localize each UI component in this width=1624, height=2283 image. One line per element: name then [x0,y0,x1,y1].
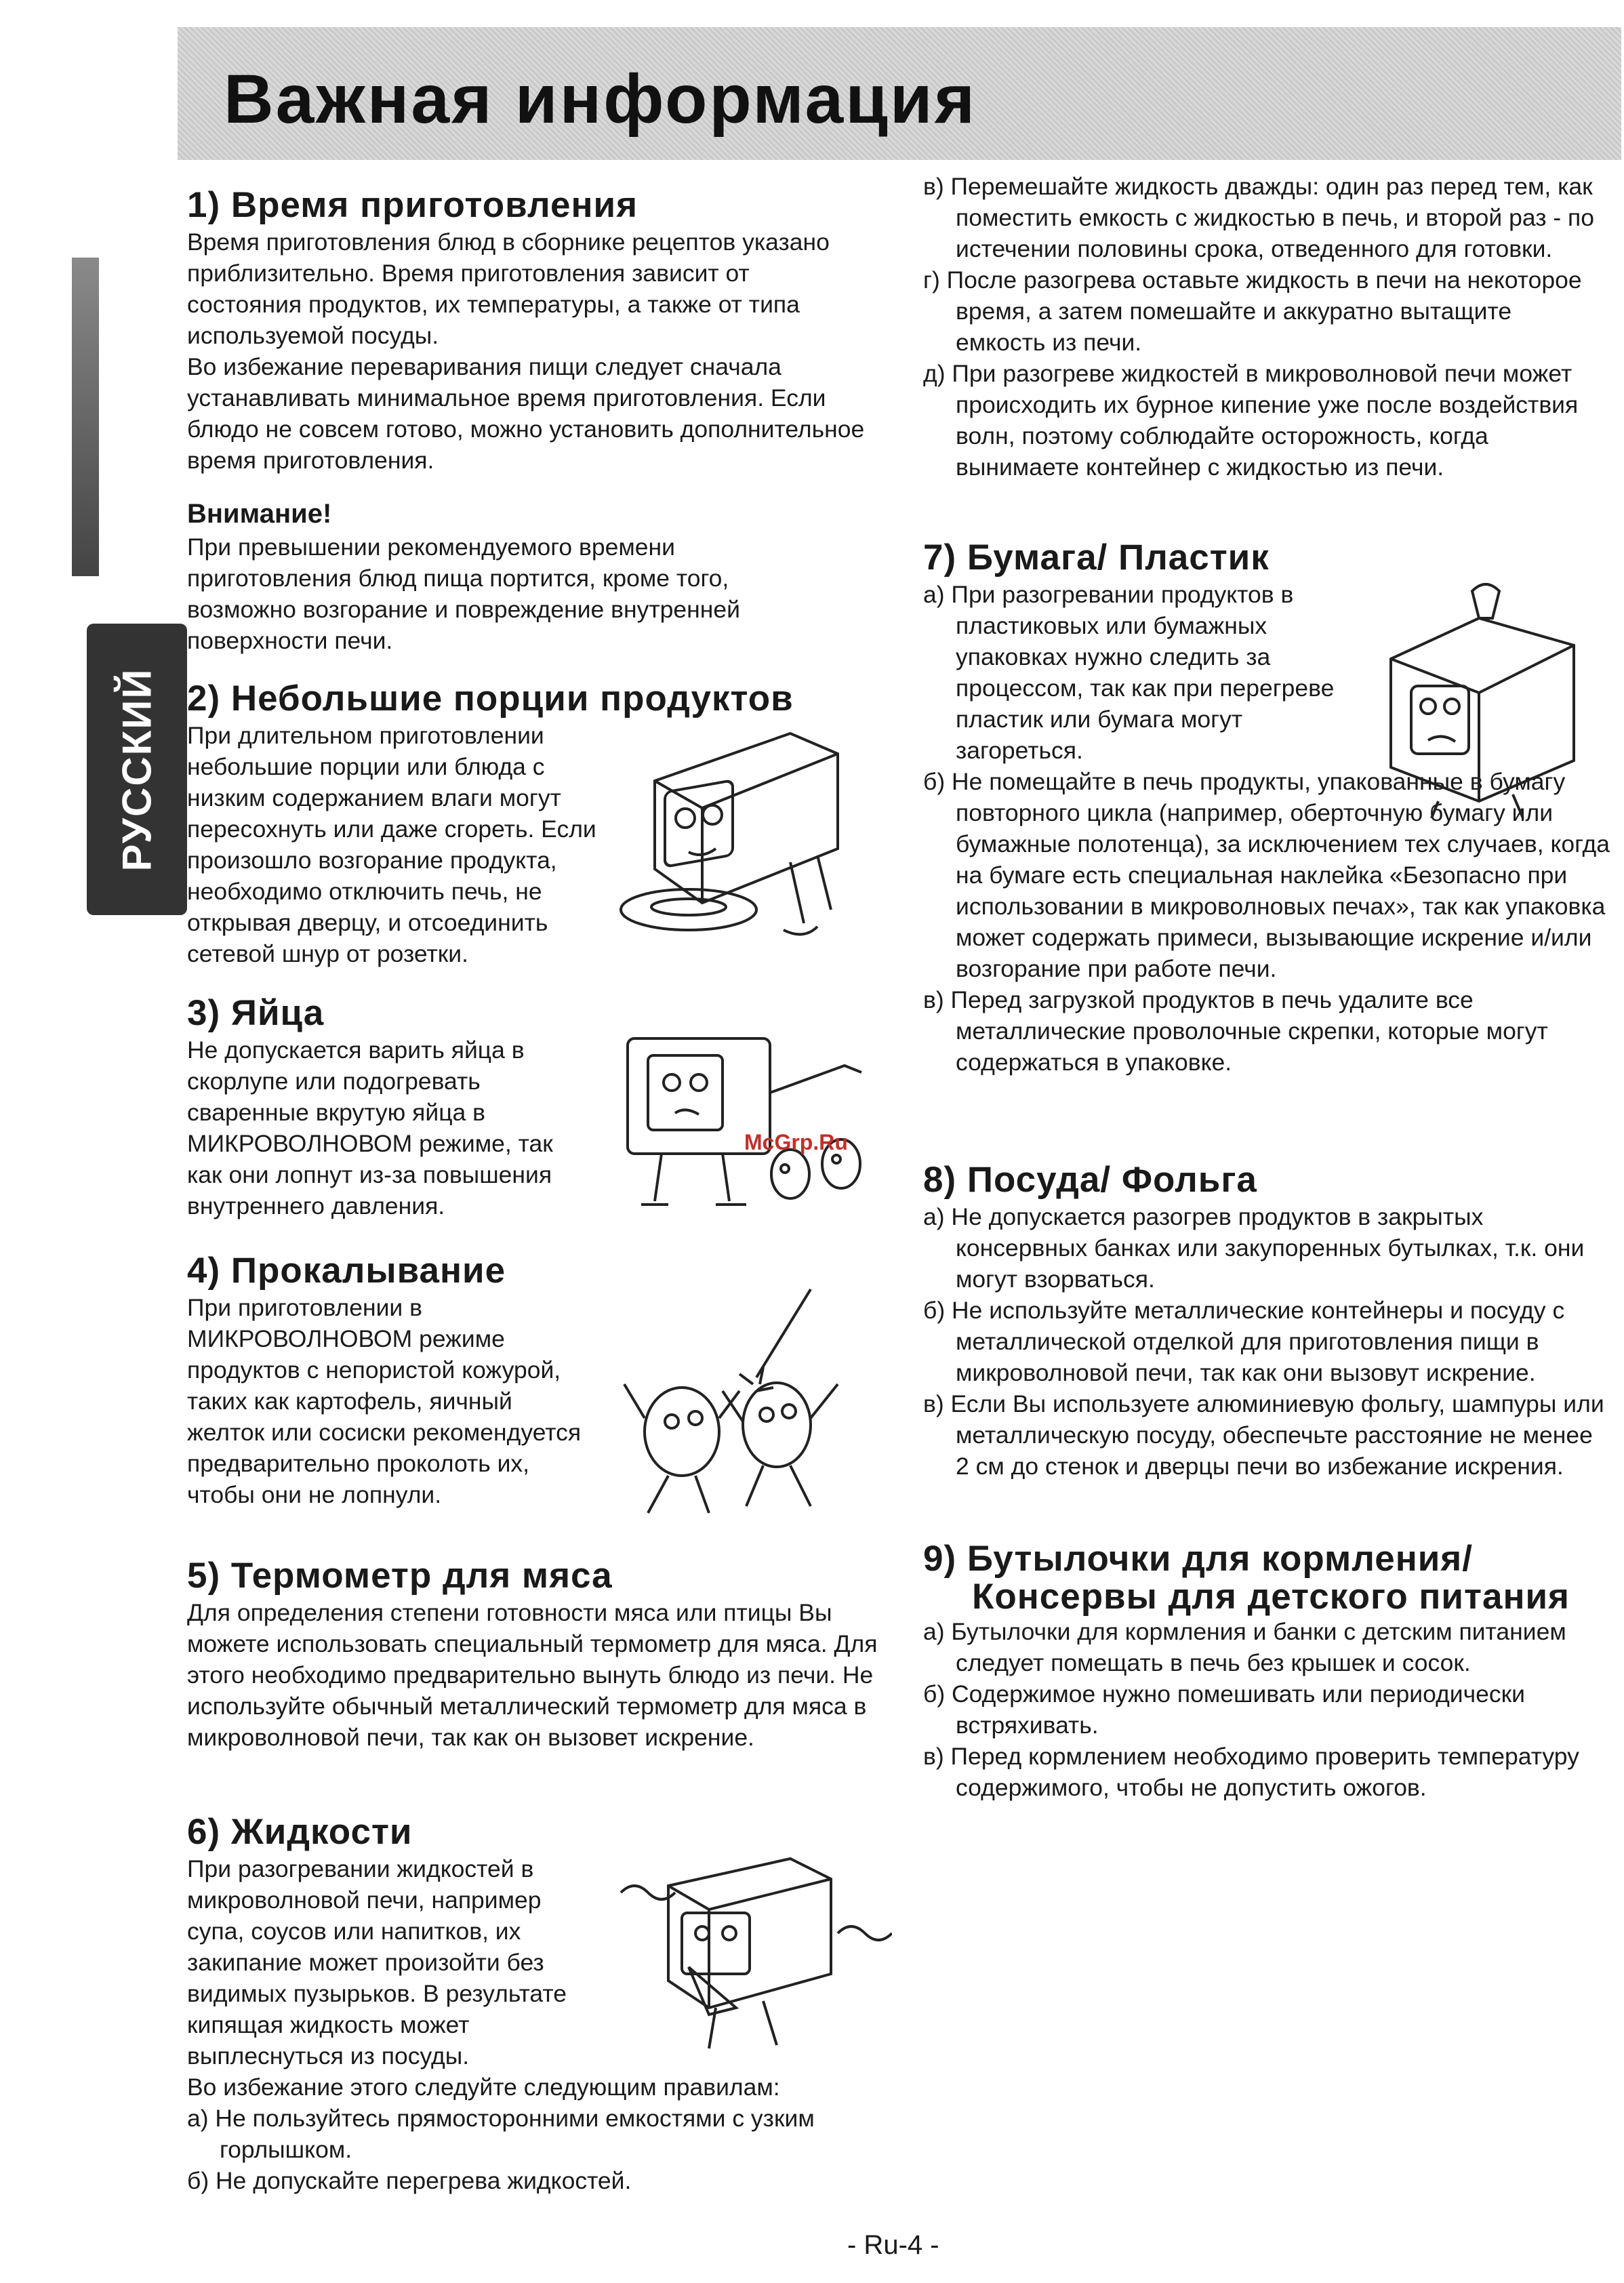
section-6-rules-intro: Во избежание этого следуйте следующим правилам: [187,2074,780,2101]
section-1-text-2: Во избежание переваривания пищи следует сначала устанавливать минимальное время приготовления. Если блюдо не совсем готово, можно установить дополнительное время приготовления. [187,353,865,474]
hot-microwave-illustration [607,1845,892,2062]
section-6-item-b: б) Не допускайте перегрева жидкостей. [187,2167,632,2194]
section-3-heading: 3) Яйца [187,993,325,1033]
section-8-item-b: б) Не используйте металлические контейнеры и посуду с металлической отделкой для приготовления пищи в микроволновой печи, так как они вызовут искрение. [923,1297,1565,1386]
section-1-text-1: Время приготовления блюд в сборнике рецептов указано приблизительно. Время приготовления зависит от состояния продуктов, их температуры, а также от типа используемой посуды. [187,228,830,349]
section-7-item-b: б) Не помещайте в печь продукты, упакованные в бумагу повторного цикла (например, оберточную бумагу или бумажные полотенца), за исключением тех случаев, когда на бумаге есть специальная наклейка «Безопасно при использовании в микроволновых печах», так как упаковка может содержать примеси, вызывающие искрение и/или возгорание при работе печи. [923,768,1610,982]
section-meat-thermometer [187,1555,892,1753]
page-title: Важная информация [224,60,977,138]
section-6-item-a: а) Не пользуйтесь прямосторонними емкостями с узким горлышком. [187,2105,815,2163]
bursting-potatoes-illustration [621,1282,865,1527]
section-2-heading: 2) Небольшие порции продуктов [187,679,794,719]
watermark: McGrp.Ru [744,1130,848,1154]
section-6-heading: 6) Жидкости [187,1812,413,1852]
section-5-text: Для определения степени готовности мяса или птицы Вы можете использовать специальный термометр для мяса. Для этого необходимо предварительно вынуть блюдо из печи. Не используйте обычный металлический термометр для мяса в микроволновой печи, так как он вызовет искрение. [187,1599,878,1751]
side-decoration-bar [72,258,99,576]
section-9-item-a: а) Бутылочки для кормления и банки с детским питанием следует помещать в печь без крышек и сосок. [923,1618,1566,1676]
section-liquids-continued [923,171,1608,483]
section-8-item-a: а) Не допускается разогрев продуктов в закрытых консервных банках или закупоренных бутылках, т.к. они могут взорваться. [923,1203,1585,1293]
microwave-with-eggs-illustration [621,1025,906,1221]
section-1-heading: 1) Время приготовления [187,185,638,225]
language-tab [87,624,187,915]
attention-text: При превышении рекомендуемого времени приготовления блюд пища портится, кроме того, возможно возгорание и повреждение внутренней поверхности печи. [187,533,740,654]
attention-heading: Внимание! [187,499,332,529]
section-baby-bottles [923,1540,1608,1803]
section-2-text: При длительном приготовлении небольшие порции или блюда с низким содержанием влаги могут пересохнуть или даже сгореть. Если произошло возгорание продукта, необходимо отключить печь, не открывая дверцу, и отсоединить сетевой шнур от розетки. [187,722,596,967]
microwave-with-plate-illustration [614,706,885,950]
section-6-item-d: г) После разогрева оставьте жидкость в печи на некоторое время, а затем помешайте и аккуратно вытащите емкость из печи. [923,266,1582,356]
section-8-heading: 8) Посуда/ Фольга [923,1160,1257,1200]
section-9-item-c: в) Перед кормлением необходимо проверить температуру содержимого, чтобы не допустить ожогов. [923,1743,1579,1801]
section-8-item-c: в) Если Вы используете алюминиевую фольгу, шампуры или металлическую посуду, обеспечьте расстояние не менее 2 см до стенок и дверцы печи во избежание искрения. [923,1390,1604,1480]
section-cooking-time [187,184,892,656]
section-3-text: Не допускается варить яйца в скорлупе или подогревать сваренные вкрутую яйца в МИКРОВОЛНОВОМ режиме, так как они лопнут из-за повышения внутреннего давления. [187,1036,553,1219]
section-4-heading: 4) Прокалывание [187,1251,506,1291]
section-5-heading: 5) Термометр для мяса [187,1556,613,1596]
section-4-text: При приготовлении в МИКРОВОЛНОВОМ режиме продуктов с непористой кожурой, таких как картофель, яичный желток или сосиски рекомендуется предварительно проколоть их, чтобы они не лопнули. [187,1294,582,1508]
section-7-item-c: в) Перед загрузкой продуктов в печь удалите все металлические проволочные скрепки, которые могут содержаться в упаковке. [923,986,1548,1076]
section-6-text: При разогревании жидкостей в микроволновой печи, например супа, соусов или напитков, их закипание может произойти без видимых пузырьков. В результате кипящая жидкость может выплеснуться из посуды. [187,1855,567,2069]
section-7-heading: 7) Бумага/ Пластик [923,538,1270,578]
microwave-in-plastic-bag-illustration [1371,578,1601,822]
section-6-item-e: д) При разогреве жидкостей в микроволновой печи может происходить их бурное кипение уже после воздействия волн, поэтому соблюдайте осторожность, когда вынимаете контейнер с жидкостью из печи. [923,360,1579,481]
section-7-item-a: а) При разогревании продуктов в пластиковых или бумажных упаковках нужно следить за процессом, так как при перегреве пластик или бумага могут загореться. [923,581,1335,764]
section-6-item-c: в) Перемешайте жидкость дважды: один раз перед тем, как поместить емкость с жидкостью в печь, и второй раз - по истечении половины срока, отведенного для готовки. [923,173,1594,262]
section-dishes-foil [923,1159,1608,1482]
page-number: - Ru-4 - [847,2230,939,2260]
section-9-item-b: б) Содержимое нужно помешивать или периодически встряхивать. [923,1680,1525,1739]
section-9-heading-line-2: Консервы для детского питания [972,1577,1570,1617]
section-9-heading-line-1: 9) Бутылочки для кормления/ [923,1539,1473,1579]
language-tab-label: РУССКИЙ [114,667,160,872]
